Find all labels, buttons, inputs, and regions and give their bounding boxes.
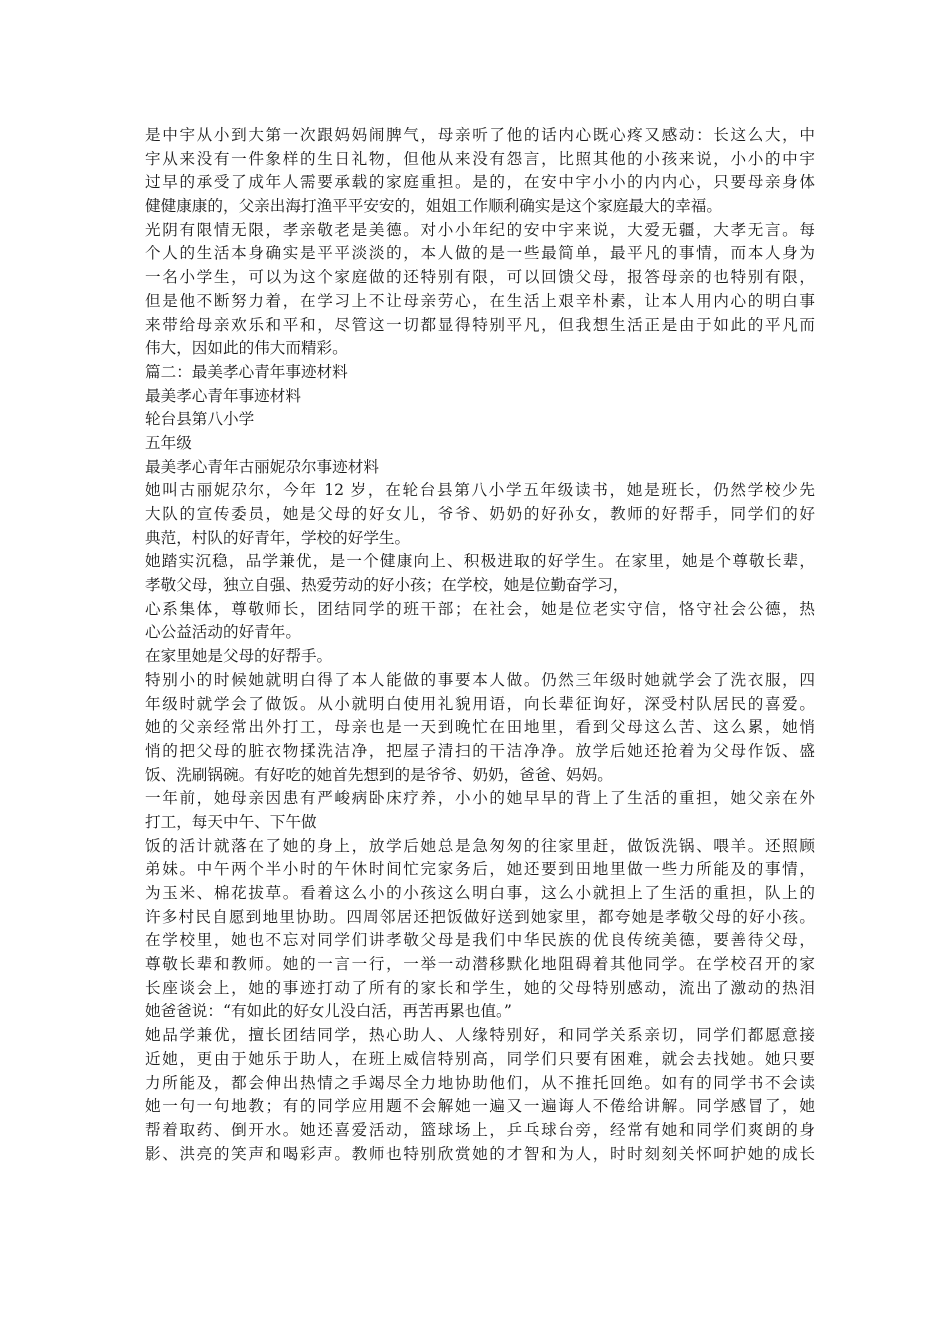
text-line: 她一句一句地教；有的同学应用题不会解她一遍又一遍诲人不倦给讲解。同学感冒了，她 xyxy=(145,1097,815,1116)
document-body xyxy=(145,124,815,1166)
text-line: 但是他不断努力着，在学习上不让母亲劳心，在生活上艰辛朴素，让本人用内心的明白事 xyxy=(145,291,815,310)
text-line: 宇从来没有一件象样的生日礼物，但他从来没有怨言，比照其他的小孩来说，小小的中宇 xyxy=(145,149,815,168)
text-line: 许多村民自愿到地里协助。四周邻居还把饭做好送到她家里，都夸她是孝敬父母的好小孩。 xyxy=(145,907,815,926)
text-line: 大队的宣传委员，她是父母的好女儿，爷爷、奶奶的好孙女，教师的好帮手，同学们的好 xyxy=(145,505,815,523)
text-line: 弟妹。中午两个半小时的午休时间忙完家务后，她还要到田地里做一些力所能及的事情， xyxy=(145,860,815,879)
text-line: 她叫古丽妮尕尔，今年 12 岁，在轮台县第八小学五年级读书，她是班长，仍然学校少先 xyxy=(145,481,815,500)
text-line: 个人的生活本身确实是平平淡淡的，本人做的是一些最简单，最平凡的事情，而本人身为 xyxy=(145,244,815,263)
text-line: 打工，每天中午、下午做 xyxy=(145,812,317,831)
text-line: 她爸爸说：“有如此的好女儿没白活，再苦再累也值。” xyxy=(145,1002,512,1021)
text-line: 为玉米、棉花拔草。看着这么小的小孩这么明白事，这么小就担上了生活的重担，队上的 xyxy=(145,884,815,902)
text-line: 她品学兼优，擅长团结同学，热心助人、人缘特别好，和同学关系亲切，同学们都愿意接 xyxy=(145,1026,815,1045)
text-line: 在学校里，她也不忘对同学们讲孝敬父母是我们中华民族的优良传统美德，要善待父母， xyxy=(145,931,815,950)
grade-label: 五年级 xyxy=(145,433,192,452)
text-line: 来带给母亲欢乐和平和，尽管这一切都显得特别平凡，但我想生活正是由于如此的平凡而 xyxy=(145,315,815,334)
text-line: 在家里她是父母的好帮手。 xyxy=(145,647,333,666)
school-name: 轮台县第八小学 xyxy=(145,410,255,429)
text-line: 过早的承受了成年人需要承载的家庭重担。是的，在安中宇小小的内内心，只要母亲身体 xyxy=(145,173,815,192)
text-line: 尊敬长辈和教师。她的一言一行，一举一动潜移默化地阻碍着其他同学。在学校召开的家 xyxy=(145,955,815,974)
text-line: 光阴有限情无限，孝亲敬老是美德。对小小年纪的安中宇来说，大爱无疆，大孝无言。每 xyxy=(145,220,815,239)
text-line: 孝敬父母，独立自强、热爱劳动的好小孩；在学校，她是位勤奋学习， xyxy=(145,576,629,595)
text-line: 一年前，她母亲因患有严峻病卧床疗养，小小的她早早的背上了生活的重担，她父亲在外 xyxy=(145,789,815,808)
text-line: 心公益活动的好青年。 xyxy=(145,623,301,642)
text-line: 特别小的时候她就明白得了本人能做的事要本人做。仍然三年级时她就学会了洗衣服，四 xyxy=(145,670,815,689)
text-line: 长座谈会上，她的事迹打动了所有的家长和学生，她的父母特别感动，流出了激动的热泪 xyxy=(145,978,815,997)
section-heading: 篇二：最美孝心青年事迹材料 xyxy=(145,362,348,381)
text-line: 悄的把父母的脏衣物揉洗洁净，把屋子清扫的干洁净净。放学后她还抢着为父母作饭、盛 xyxy=(145,741,815,760)
text-line: 伟大，因如此的伟大而精彩。 xyxy=(145,339,348,358)
text-line: 近她，更由于她乐于助人，在班上威信特别高，同学们只要有困难，就会去找她。她只要 xyxy=(145,1049,815,1068)
text-line: 她的父亲经常出外打工，母亲也是一天到晚忙在田地里，看到父母这么苦、这么累，她悄 xyxy=(145,718,815,737)
text-line: 一名小学生，可以为这个家庭做的还特别有限，可以回馈父母，报答母亲的也特别有限， xyxy=(145,268,815,287)
text-line: 心系集体，尊敬师长，团结同学的班干部；在社会，她是位老实守信，恪守社会公德，热 xyxy=(145,599,815,618)
text-line: 饭、洗刷锅碗。有好吃的她首先想到的是爷爷、奶奶，爸爸、妈妈。 xyxy=(145,765,613,784)
text-line: 健健康康的，父亲出海打渔平平安安的，姐姐工作顺利确实是这个家庭最大的幸福。 xyxy=(145,197,722,216)
document-subtitle: 最美孝心青年古丽妮尕尔事迹材料 xyxy=(145,457,379,476)
text-line: 是中宇从小到大第一次跟妈妈闹脾气，母亲听了他的话内心既心疼又感动：长这么大，中 xyxy=(145,126,815,144)
text-line: 影、洪亮的笑声和喝彩声。教师也特别欣赏她的才智和为人，时时刻刻关怀呵护她的成长 xyxy=(145,1144,815,1163)
text-line: 典范，村队的好青年，学校的好学生。 xyxy=(145,528,411,547)
text-line: 力所能及，都会伸出热情之手竭尽全力地协助他们，从不推托回绝。如有的同学书不会读 xyxy=(145,1073,815,1092)
document-title: 最美孝心青年事迹材料 xyxy=(145,386,301,405)
text-line: 她踏实沉稳，品学兼优，是一个健康向上、积极进取的好学生。在家里，她是个尊敬长辈， xyxy=(145,552,815,571)
text-line: 年级时就学会了做饭。从小就明白使用礼貌用语，向长辈征询好，深受村队居民的喜爱。 xyxy=(145,694,815,713)
text-line: 帮着取药、倒开水。她还喜爱活动，篮球场上，乒乓球台旁，经常有她和同学们爽朗的身 xyxy=(145,1120,815,1139)
text-line: 饭的活计就落在了她的身上，放学后她总是急匆匆的往家里赶，做饭洗锅、喂羊。还照顾 xyxy=(145,836,815,855)
